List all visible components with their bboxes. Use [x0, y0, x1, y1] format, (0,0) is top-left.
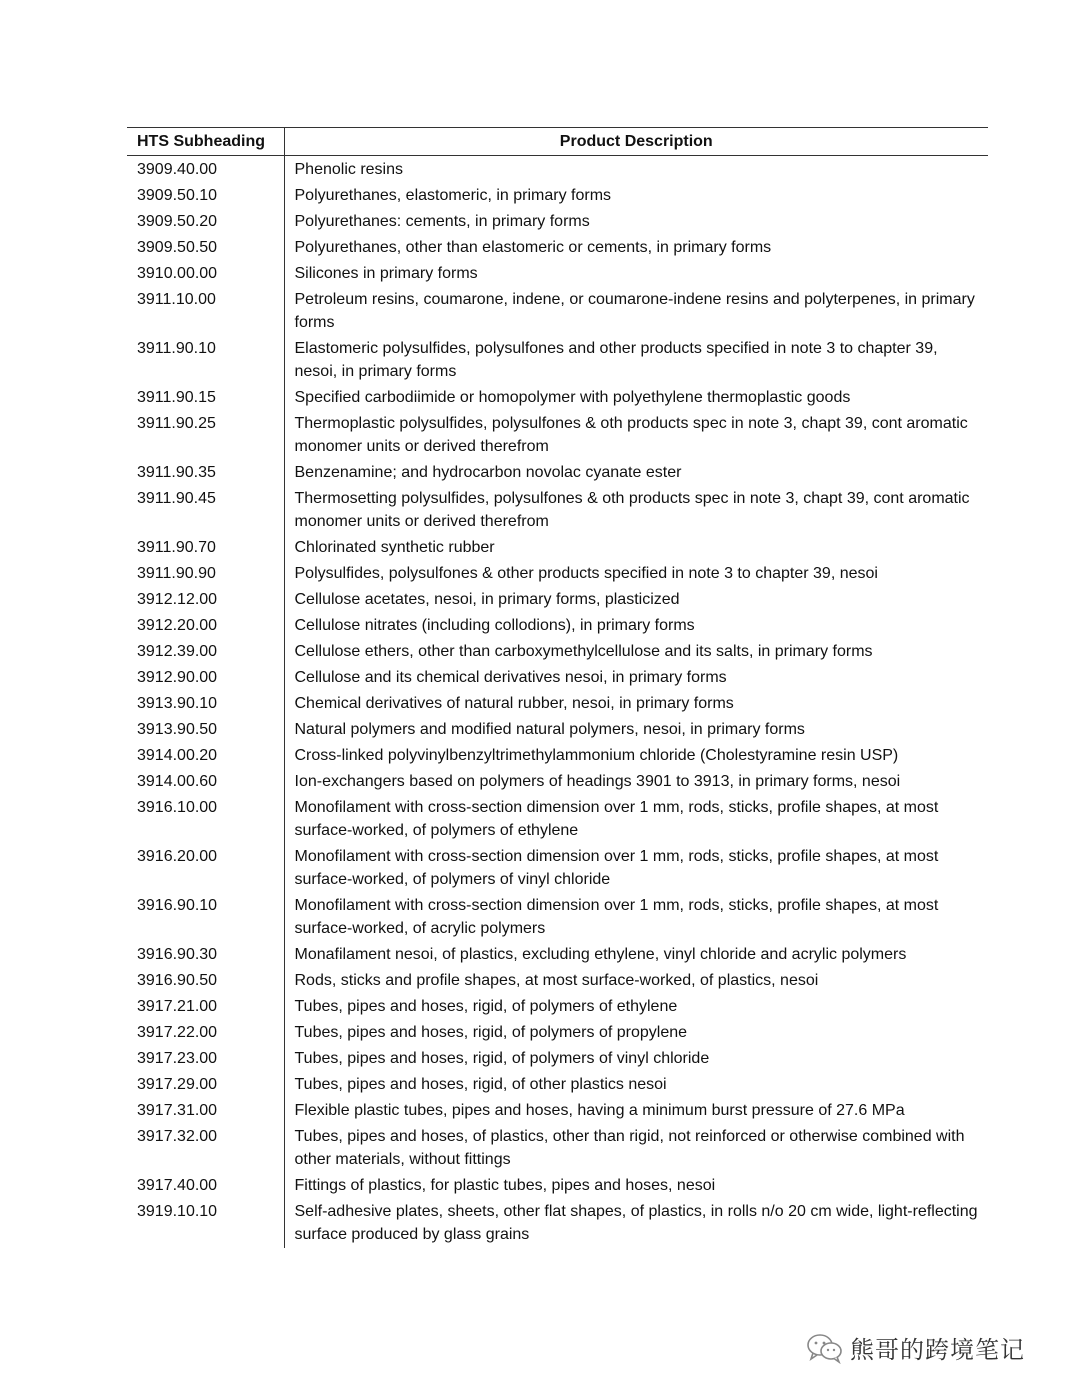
hts-code-cell: 3914.00.20 — [127, 743, 284, 769]
hts-code-cell: 3919.10.10 — [127, 1199, 284, 1248]
table-row — [127, 561, 988, 587]
hts-code-cell: 3913.90.50 — [127, 717, 284, 743]
hts-code-cell: 3917.22.00 — [127, 1020, 284, 1046]
product-description-cell: Cellulose acetates, nesoi, in primary forms, plasticized — [294, 591, 680, 608]
product-description-cell: Polyurethanes: cements, in primary forms — [294, 213, 590, 230]
hts-code-cell: 3916.90.30 — [127, 942, 284, 968]
table-header — [127, 128, 988, 156]
table-row — [127, 844, 988, 893]
product-description-cell: Thermosetting polysulfides, polysulfones & oth products spec in note 3, chapt 39, cont aromatic monomer units or derived therefrom — [294, 490, 970, 530]
hts-code-cell: 3911.90.70 — [127, 535, 284, 561]
table-row — [127, 743, 988, 769]
product-description-cell: Petroleum resins, coumarone, indene, or coumarone-indene resins and polyterpenes, in primary forms — [294, 291, 975, 331]
table-row — [127, 587, 988, 613]
table-row — [127, 1020, 988, 1046]
hts-code-cell: 3911.90.10 — [127, 336, 284, 385]
hts-code-cell: 3914.00.60 — [127, 769, 284, 795]
product-description-cell: Phenolic resins — [294, 161, 403, 178]
table-row — [127, 1199, 988, 1248]
hts-code-cell: 3911.90.45 — [127, 486, 284, 535]
header-hts-subheading: HTS Subheading — [127, 128, 284, 156]
hts-code-cell: 3913.90.10 — [127, 691, 284, 717]
hts-code-cell: 3909.50.20 — [127, 209, 284, 235]
product-description-cell: Natural polymers and modified natural polymers, nesoi, in primary forms — [294, 721, 805, 738]
hts-code-cell: 3911.90.90 — [127, 561, 284, 587]
product-description-cell: Monofilament with cross-section dimension over 1 mm, rods, sticks, profile shapes, at most surface-worked, of polymers of ethylene — [294, 799, 939, 839]
table-row — [127, 1124, 988, 1173]
table-row — [127, 261, 988, 287]
product-description-cell: Flexible plastic tubes, pipes and hoses, having a minimum burst pressure of 27.6 MPa — [294, 1102, 905, 1119]
hts-code-cell: 3911.90.15 — [127, 385, 284, 411]
hts-code-cell: 3917.23.00 — [127, 1046, 284, 1072]
table-row — [127, 336, 988, 385]
product-description-cell: Cellulose and its chemical derivatives nesoi, in primary forms — [294, 669, 727, 686]
product-description-cell: Cross-linked polyvinylbenzyltrimethylammonium chloride (Cholestyramine resin USP) — [294, 747, 899, 764]
table-row — [127, 385, 988, 411]
hts-code-cell: 3917.32.00 — [127, 1124, 284, 1173]
hts-code-cell: 3912.39.00 — [127, 639, 284, 665]
product-description-cell: Tubes, pipes and hoses, of plastics, other than rigid, not reinforced or otherwise combined with other materials, without fittings — [294, 1128, 965, 1168]
product-description-cell: Benzenamine; and hydrocarbon novolac cyanate ester — [294, 464, 682, 481]
hts-code-cell: 3917.21.00 — [127, 994, 284, 1020]
table-row — [127, 1046, 988, 1072]
watermark-text: 熊哥的跨境笔记 — [850, 1336, 1025, 1364]
hts-code-cell: 3910.00.00 — [127, 261, 284, 287]
table-row — [127, 795, 988, 844]
hts-code-cell: 3911.10.00 — [127, 287, 284, 336]
product-description-cell: Cellulose nitrates (including collodions), in primary forms — [294, 617, 695, 634]
product-description-cell: Silicones in primary forms — [294, 265, 478, 282]
product-description-cell: Monofilament with cross-section dimension over 1 mm, rods, sticks, profile shapes, at most surface-worked, of polymers of vinyl chloride — [294, 848, 939, 888]
product-description-cell: Monofilament with cross-section dimension over 1 mm, rods, sticks, profile shapes, at most surface-worked, of acrylic polymers — [294, 897, 939, 937]
hts-code-cell: 3909.50.10 — [127, 183, 284, 209]
product-description-cell: Monafilament nesoi, of plastics, excluding ethylene, vinyl chloride and acrylic polymers — [294, 946, 907, 963]
product-description-cell: Ion-exchangers based on polymers of headings 3901 to 3913, in primary forms, nesoi — [294, 773, 901, 790]
hts-code-cell: 3917.40.00 — [127, 1173, 284, 1199]
table-row — [127, 287, 988, 336]
table-row — [127, 209, 988, 235]
hts-code-cell: 3912.12.00 — [127, 587, 284, 613]
table-row — [127, 717, 988, 743]
wechat-icon — [806, 1332, 844, 1364]
product-description-cell: Tubes, pipes and hoses, rigid, of polymers of propylene — [294, 1024, 688, 1041]
table-row — [127, 460, 988, 486]
product-description-cell: Chlorinated synthetic rubber — [294, 539, 495, 556]
product-description-cell: Polyurethanes, other than elastomeric or cements, in primary forms — [294, 239, 772, 256]
table-row — [127, 156, 988, 184]
product-description-cell: Tubes, pipes and hoses, rigid, of polymers of vinyl chloride — [294, 1050, 710, 1067]
product-description-cell: Elastomeric polysulfides, polysulfones and other products specified in note 3 to chapter 39, nesoi, in primary forms — [294, 340, 938, 380]
table-row — [127, 1098, 988, 1124]
table-row — [127, 486, 988, 535]
product-description-cell: Tubes, pipes and hoses, rigid, of polymers of ethylene — [294, 998, 678, 1015]
hts-code-cell: 3912.90.00 — [127, 665, 284, 691]
product-description-cell: Cellulose ethers, other than carboxymethylcellulose and its salts, in primary forms — [294, 643, 873, 660]
table-row — [127, 893, 988, 942]
hts-code-cell: 3916.90.50 — [127, 968, 284, 994]
product-description-cell: Polysulfides, polysulfones & other products specified in note 3 to chapter 39, nesoi — [294, 565, 878, 582]
watermark — [806, 1330, 1025, 1365]
table-row — [127, 411, 988, 460]
hts-code-cell: 3916.10.00 — [127, 795, 284, 844]
table-row — [127, 613, 988, 639]
table-row — [127, 535, 988, 561]
hts-table — [127, 127, 988, 1248]
product-description-cell: Specified carbodiimide or homopolymer with polyethylene thermoplastic goods — [294, 389, 851, 406]
table-row — [127, 691, 988, 717]
product-description-cell: Polyurethanes, elastomeric, in primary forms — [294, 187, 612, 204]
product-description-cell: Self-adhesive plates, sheets, other flat shapes, of plastics, in rolls n/o 20 cm wide, light-reflecting surface produced by glass grains — [294, 1203, 978, 1243]
table-row — [127, 1173, 988, 1199]
table-row — [127, 1072, 988, 1098]
product-description-cell: Rods, sticks and profile shapes, at most surface-worked, of plastics, nesoi — [294, 972, 819, 989]
hts-code-cell: 3916.20.00 — [127, 844, 284, 893]
table-row — [127, 942, 988, 968]
hts-code-cell: 3909.50.50 — [127, 235, 284, 261]
header-product-description: Product Description — [284, 128, 988, 156]
product-description-cell: Chemical derivatives of natural rubber, nesoi, in primary forms — [294, 695, 734, 712]
header-row — [127, 128, 988, 156]
table-row — [127, 994, 988, 1020]
hts-code-cell: 3909.40.00 — [127, 156, 284, 184]
product-description-cell: Fittings of plastics, for plastic tubes, pipes and hoses, nesoi — [294, 1177, 716, 1194]
hts-code-cell: 3911.90.35 — [127, 460, 284, 486]
hts-code-cell: 3917.31.00 — [127, 1098, 284, 1124]
table-row — [127, 639, 988, 665]
hts-code-cell: 3917.29.00 — [127, 1072, 284, 1098]
table-row — [127, 235, 988, 261]
hts-code-cell: 3916.90.10 — [127, 893, 284, 942]
hts-code-cell: 3912.20.00 — [127, 613, 284, 639]
table-body — [127, 156, 988, 1249]
table-row — [127, 183, 988, 209]
table-row — [127, 769, 988, 795]
table-row — [127, 665, 988, 691]
hts-code-cell: 3911.90.25 — [127, 411, 284, 460]
product-description-cell: Tubes, pipes and hoses, rigid, of other plastics nesoi — [294, 1076, 667, 1093]
product-description-cell: Thermoplastic polysulfides, polysulfones & oth products spec in note 3, chapt 39, cont aromatic monomer units or derived therefrom — [294, 415, 968, 455]
table-row — [127, 968, 988, 994]
